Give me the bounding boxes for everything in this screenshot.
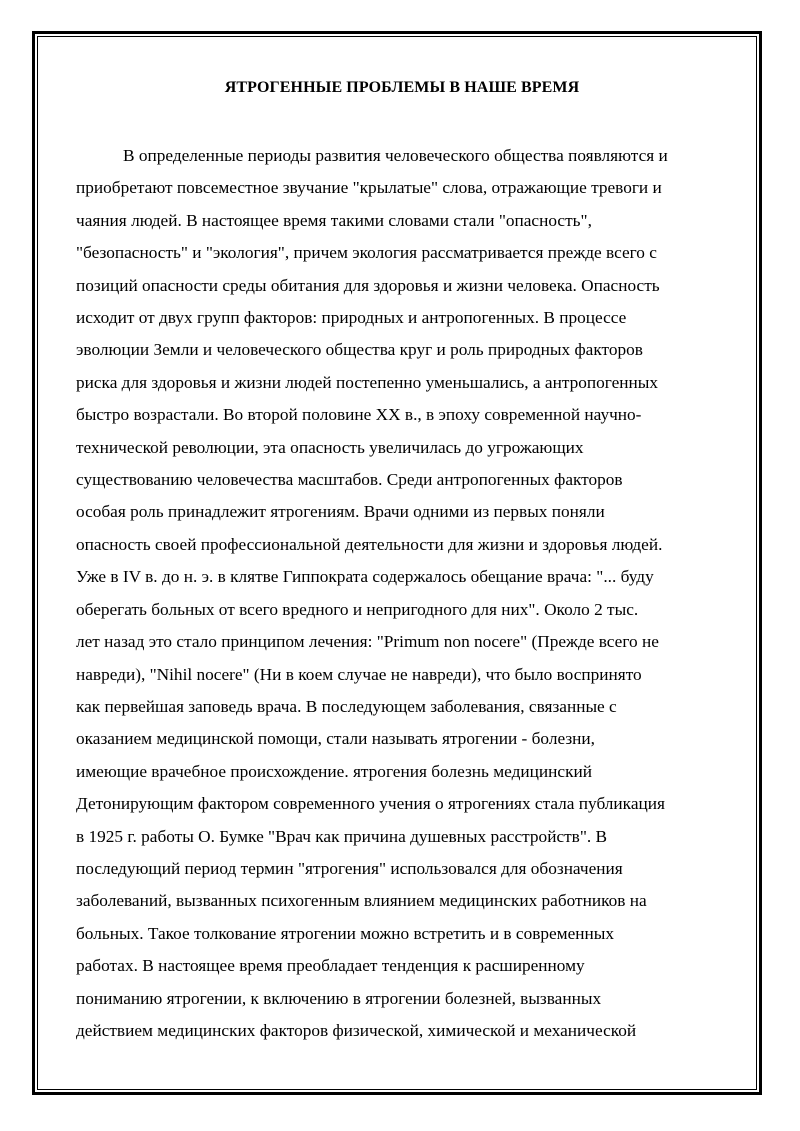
document-content (76, 72, 728, 1047)
paragraph-line: опасность своей профессиональной деятельности для жизни и здоровья людей. (76, 534, 663, 554)
paragraph-line: как первейшая заповедь врача. В последующем заболевания, связанные с (76, 696, 617, 716)
paragraph-line: эволюции Земли и человеческого общества круг и роль природных факторов (76, 340, 643, 360)
paragraph-line: навреди), "Nihil nocere" (Ни в коем случае не навреди), что было воспринято (76, 664, 642, 684)
paragraph-line: заболеваний, вызванных психогенным влиянием медицинских работников на (76, 891, 647, 911)
document-title: ЯТРОГЕННЫЕ ПРОБЛЕМЫ В НАШЕ ВРЕМЯ (224, 79, 580, 96)
paragraph-line: последующий период термин "ятрогения" использовался для обозначения (76, 858, 623, 878)
paragraph-line: риска для здоровья и жизни людей постепенно уменьшались, а антропогенных (76, 372, 659, 392)
paragraph-line: оказанием медицинской помощи, стали называть ятрогении - болезни, (76, 729, 595, 749)
paragraph-line: чаяния людей. В настоящее время такими словами стали "опасность", (76, 210, 592, 230)
paragraph-line: позиций опасности среды обитания для здоровья и жизни человека. Опасность (76, 275, 660, 295)
paragraph-line: больных. Такое толкование ятрогении можно встретить и в современных (76, 923, 615, 943)
paragraph-line: особая роль принадлежит ятрогениям. Врачи одними из первых поняли (76, 502, 605, 522)
paragraph-line: пониманию ятрогении, к включению в ятрогении болезней, вызванных (76, 988, 602, 1008)
paragraph-line: имеющие врачебное происхождение. ятрогения болезнь медицинский (76, 761, 592, 781)
paragraph-line: работах. В настоящее время преобладает тенденция к расширенному (76, 956, 585, 976)
paragraph-line: оберегать больных от всего вредного и непригодного для них". Около 2 тыс. (76, 599, 639, 619)
paragraph-line: быстро возрастали. Во второй половине XX в., в эпоху современной научно- (76, 405, 642, 425)
paragraph-line: лет назад это стало принципом лечения: "Primum non nocere" (Прежде всего не (76, 632, 659, 652)
paragraph-line: существованию человечества масштабов. Среди антропогенных факторов (76, 470, 623, 490)
paragraph-line: технической революции, эта опасность увеличилась до угрожающих (76, 437, 584, 457)
paragraph-line: в 1925 г. работы О. Бумке "Врач как причина душевных расстройств". В (76, 826, 608, 846)
paragraph-line: "безопасность" и "экология", причем экология рассматривается прежде всего с (76, 243, 657, 263)
paragraph-line: приобретают повсеместное звучание "крылатые" слова, отражающие тревоги и (76, 178, 662, 198)
document-paragraph (76, 140, 728, 1047)
paragraph-line: Детонирующим фактором современного учения о ятрогениях стала публикация (76, 794, 665, 814)
paragraph-line: В определенные периоды развития человеческого общества появляются и (123, 146, 668, 165)
paragraph-line: Уже в IV в. до н. э. в клятве Гиппократа содержалось обещание врача: "... буду (76, 567, 654, 587)
paragraph-line: действием медицинских факторов физической, химической и механической (76, 1020, 637, 1040)
paragraph-line: исходит от двух групп факторов: природных и антропогенных. В процессе (76, 308, 627, 328)
